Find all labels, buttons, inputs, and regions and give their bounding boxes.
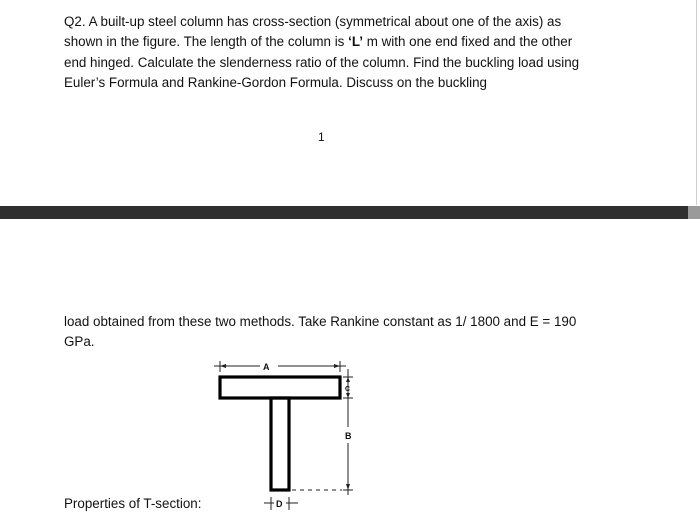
question-text bbox=[64, 12, 584, 94]
dimension-label-d: D bbox=[276, 499, 283, 509]
question-number: Q2. bbox=[64, 14, 86, 29]
page-break-divider bbox=[0, 206, 700, 219]
question-continuation: load obtained from these two methods. Take Rankine constant as 1/ 1800 and E = 190 GPa. bbox=[64, 314, 577, 350]
scrollbar-edge bbox=[688, 206, 700, 219]
dimension-c bbox=[343, 369, 353, 407]
t-section-web bbox=[271, 398, 289, 490]
dimension-label-c: C bbox=[345, 386, 351, 393]
dimension-b bbox=[292, 407, 353, 495]
length-symbol: ‘L’ bbox=[348, 34, 363, 50]
dimension-label-b: B bbox=[345, 431, 352, 441]
question-text-part1: A built-up steel column has cross-section (symmetrical about one of the axis) as shown in the figure. The length of the column is bbox=[64, 14, 562, 50]
dimension-d bbox=[264, 496, 298, 510]
dimension-a bbox=[214, 361, 346, 372]
t-section-flange bbox=[220, 377, 340, 398]
page-number: 1 bbox=[318, 130, 325, 144]
dimension-label-a: A bbox=[263, 362, 270, 372]
page-1 bbox=[0, 0, 697, 205]
question-text-part2: m with one end fixed and the other end hinged. Calculate the slenderness ratio of the column. Find the buckling load using Euler’s Formula and Rankine-Gordon Formula. Discuss on the buckling bbox=[64, 34, 580, 91]
t-section-properties-label: Properties of T-section: bbox=[64, 496, 202, 511]
t-section-figure bbox=[200, 355, 370, 521]
